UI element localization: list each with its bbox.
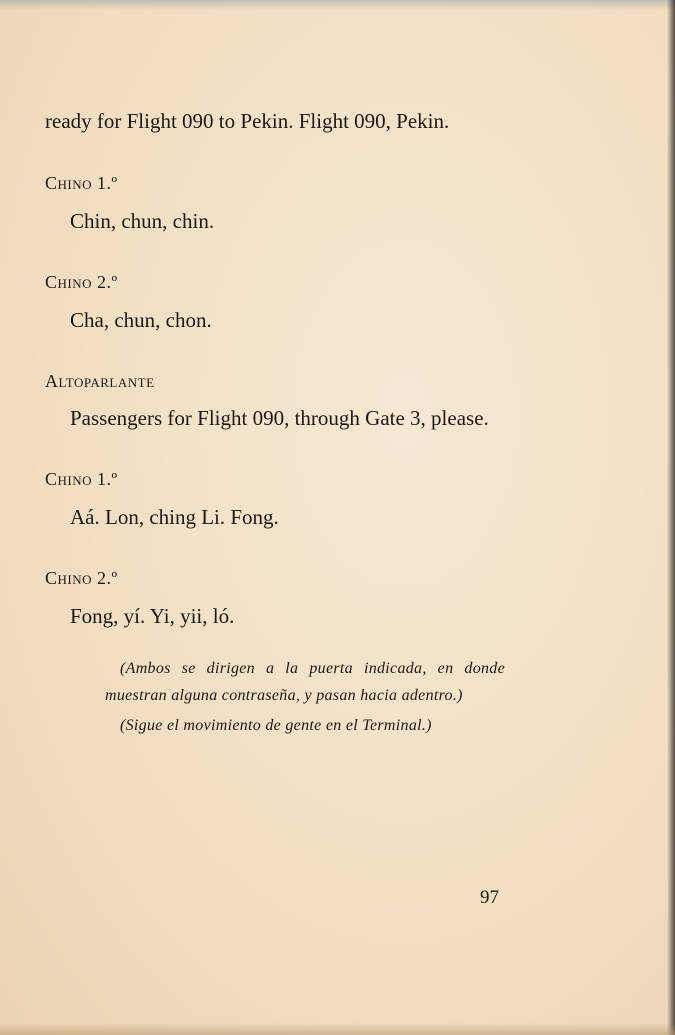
- dialogue-line: Fong, yí. Yi, yii, ló.: [70, 604, 235, 628]
- speaker-name: Altoparlante: [45, 371, 155, 391]
- page-text-block: [45, 105, 505, 739]
- stage-direction: (Ambos se dirigen a la puerta indicada, en donde muestran alguna contraseña, y pasan hacia adentro.): [105, 660, 505, 704]
- stage-direction: (Sigue el movimiento de gente en el Terminal.): [120, 717, 432, 734]
- opening-paragraph: ready for Flight 090 to Pekin. Flight 090, Pekin.: [45, 109, 450, 133]
- page-right-edge: [667, 0, 675, 1035]
- dialogue-line: Chin, chun, chin.: [70, 209, 215, 233]
- dialogue-line: Passengers for Flight 090, through Gate 3, please.: [70, 406, 489, 430]
- page-bottom-edge: [0, 1023, 675, 1035]
- page-top-edge: [0, 0, 675, 10]
- speaker-name: Chino 1.º: [45, 173, 118, 193]
- dialogue-line: Cha, chun, chon.: [70, 308, 212, 332]
- page-number: 97: [480, 887, 499, 908]
- speaker-name: Chino 2.º: [45, 272, 118, 292]
- dialogue-line: Aá. Lon, ching Li. Fong.: [70, 505, 279, 529]
- speaker-name: Chino 1.º: [45, 469, 118, 489]
- speaker-name: Chino 2.º: [45, 568, 118, 588]
